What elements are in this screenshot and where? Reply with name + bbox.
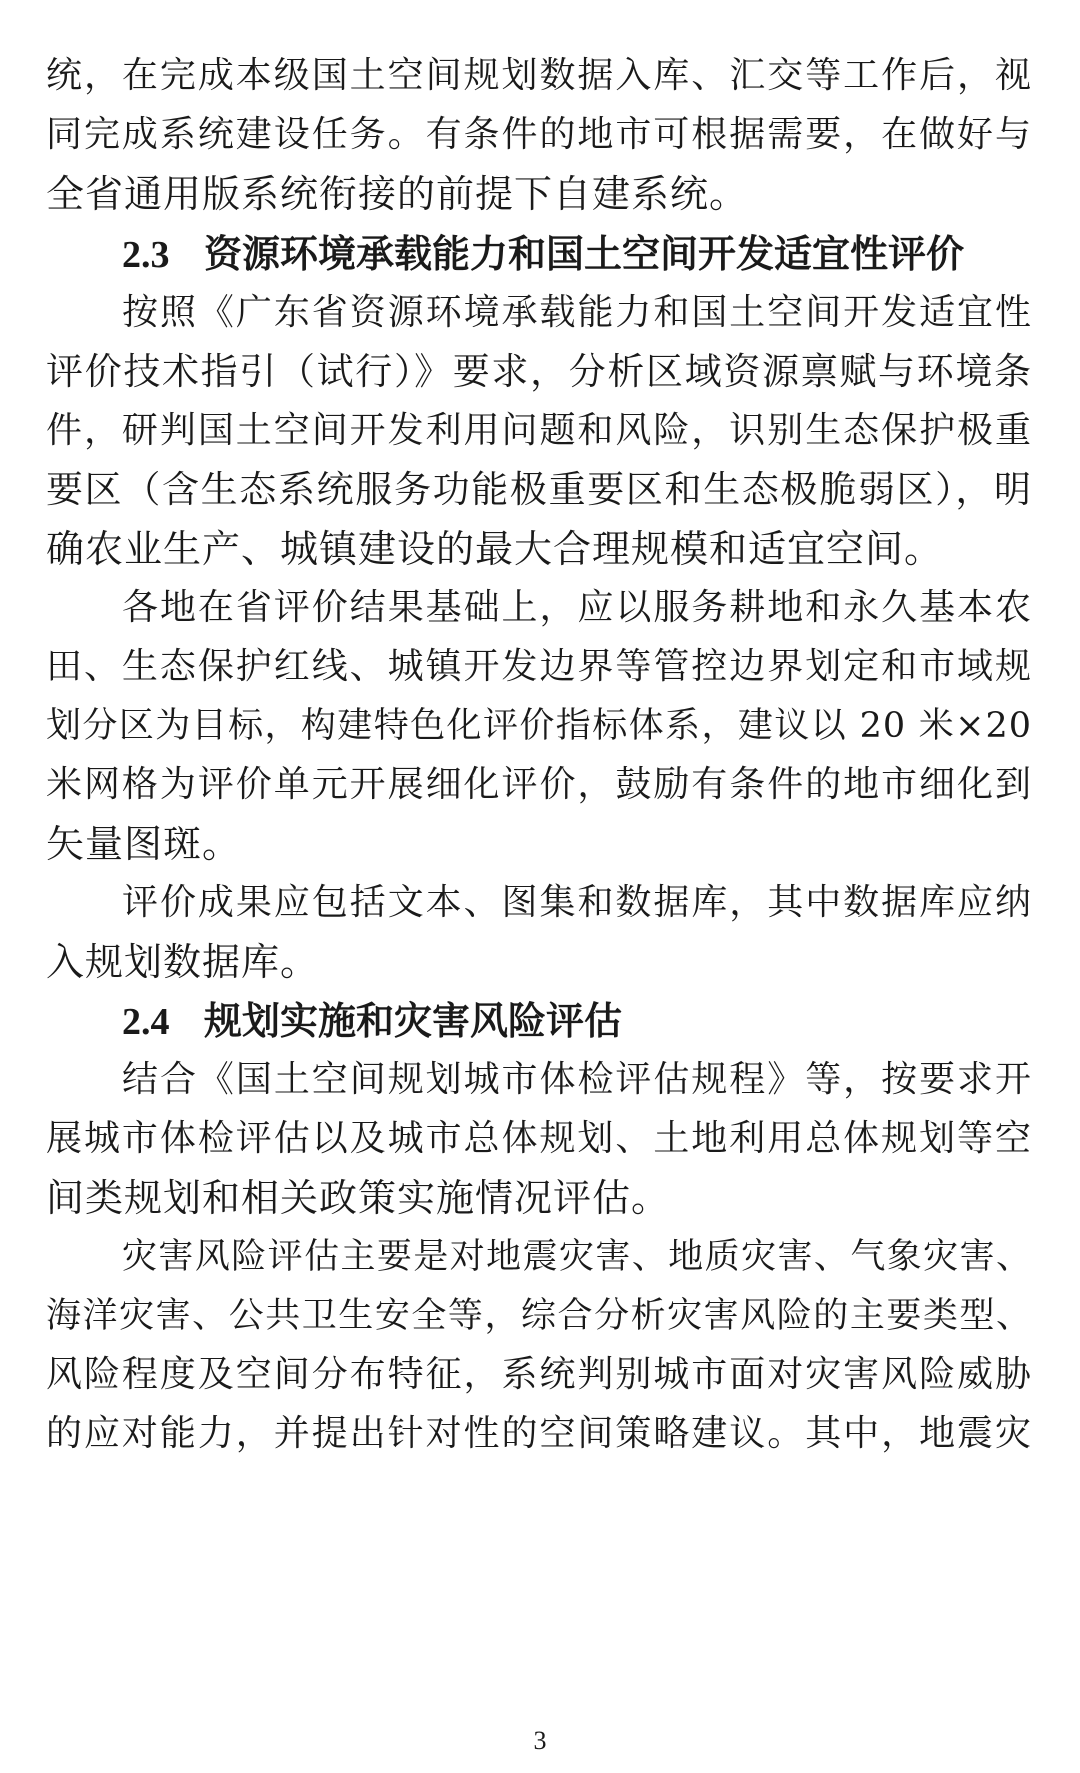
section-heading-2-3 — [122, 226, 964, 282]
text-line: 评价技术指引（试行）》要求，分析区域资源禀赋与环境条 — [46, 350, 1032, 393]
text-line: 展城市体检评估以及城市总体规划、土地利用总体规划等空 — [46, 1118, 1032, 1159]
text-line: 要区（含生态系统服务功能极重要区和生态极脆弱区），明 — [46, 468, 1032, 511]
text-line: 的应对能力，并提出针对性的空间策略建议。其中，地震灾 — [46, 1413, 1032, 1454]
text-line: 件，研判国土空间开发利用问题和风险，识别生态保护极重 — [46, 410, 1032, 451]
text-line: 灾害风险评估主要是对地震灾害、地质灾害、气象灾害、 — [122, 1237, 1032, 1277]
section-title: 规划实施和灾害风险评估 — [204, 998, 623, 1043]
text-line: 各地在省评价结果基础上，应以服务耕地和永久基本农 — [122, 587, 1032, 628]
text-line: 按照《广东省资源环境承载能力和国土空间开发适宜性 — [122, 292, 1032, 333]
text-line: 确农业生产、城镇建设的最大合理规模和适宜空间。 — [46, 527, 944, 571]
text-line: 米网格为评价单元开展细化评价，鼓励有条件的地市细化到 — [46, 764, 1032, 805]
text-line: 田、生态保护红线、城镇开发边界等管控边界划定和市域规 — [46, 646, 1032, 687]
text-line: 统，在完成本级国土空间规划数据入库、汇交等工作后，视 — [46, 55, 1032, 96]
section-heading-2-4 — [122, 993, 622, 1049]
section-title: 资源环境承载能力和国土空间开发适宜性评价 — [204, 231, 965, 276]
text-line: 间类规划和相关政策实施情况评估。 — [46, 1176, 671, 1220]
section-number: 2.3 — [122, 234, 170, 276]
text-line: 划分区为目标，构建特色化评价指标体系，建议以 20 米×20 — [46, 706, 1032, 746]
text-line: 同完成系统建设任务。有条件的地市可根据需要，在做好与 — [46, 114, 1032, 155]
text-line: 风险程度及空间分布特征，系统判别城市面对灾害风险威胁 — [46, 1354, 1032, 1395]
text-line: 全省通用版系统衔接的前提下自建系统。 — [46, 172, 749, 216]
text-line: 结合《国土空间规划城市体检评估规程》等，按要求开 — [122, 1059, 1032, 1100]
text-line: 评价成果应包括文本、图集和数据库，其中数据库应纳 — [122, 882, 1032, 923]
section-number: 2.4 — [122, 1001, 170, 1043]
text-line: 矢量图斑。 — [46, 822, 242, 866]
text-line: 入规划数据库。 — [46, 940, 320, 984]
text-line: 海洋灾害、公共卫生安全等，综合分析灾害风险的主要类型、 — [46, 1296, 1032, 1336]
page-number: 3 — [533, 1726, 547, 1755]
